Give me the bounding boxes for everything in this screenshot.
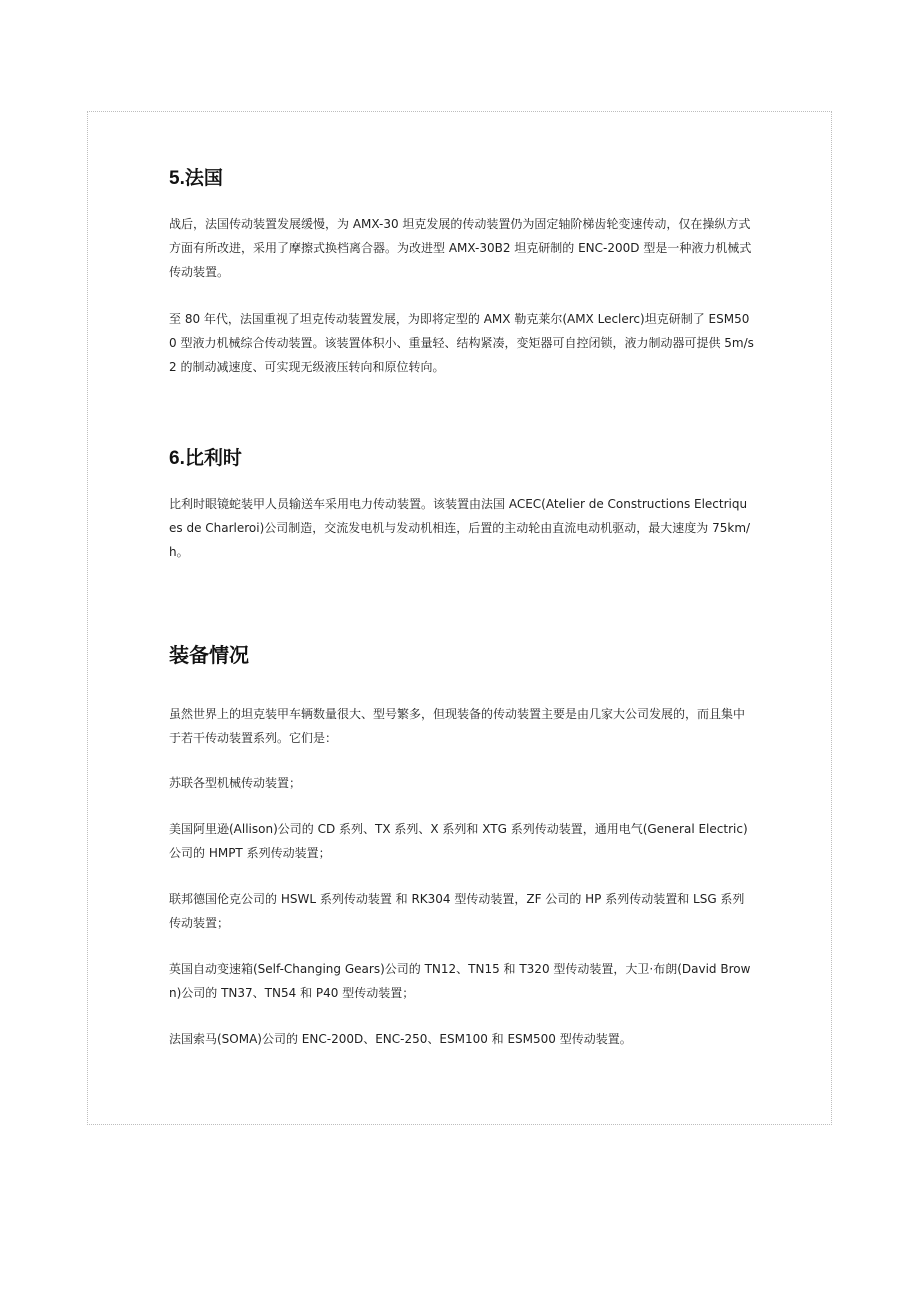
section-number: 5.: [169, 168, 185, 189]
section-title: 装备情况: [169, 643, 249, 667]
section-title: 比利时: [184, 447, 242, 469]
section-heading-france: [169, 166, 223, 191]
paragraph: 联邦德国伦克公司的 HSWL 系列传动装置 和 RK304 型传动装置，ZF 公司的 HP 系列传动装置和 LSG 系列传动装置；: [169, 892, 745, 930]
section-heading-belgium: [169, 446, 242, 471]
paragraph: 苏联各型机械传动装置；: [169, 776, 302, 790]
paragraph: 法国索马(SOMA)公司的 ENC-200D、ENC-250、ESM100 和 ESM500 型传动装置。: [169, 1032, 632, 1046]
paragraph: 美国阿里逊(Allison)公司的 CD 系列、TX 系列、X 系列和 XTG 系列传动装置，通用电气(General Electric)公司的 HMPT 系列传动装置；: [169, 822, 748, 860]
section-heading-equipment: [169, 643, 249, 667]
paragraph: 战后，法国传动装置发展缓慢，为 AMX-30 坦克发展的传动装置仍为固定轴阶梯齿轮变速传动，仅在操纵方式方面有所改进，采用了摩擦式换档离合器。为改进型 AMX-30B2 坦克研制的 ENC-200D 型是一种液力机械式传动装置。: [169, 217, 752, 279]
section-title: 法国: [184, 167, 223, 189]
paragraph: 虽然世界上的坦克装甲车辆数量很大、型号繁多，但现装备的传动装置主要是由几家大公司发展的，而且集中于若干传动装置系列。它们是：: [169, 707, 746, 745]
section-number: 6.: [169, 448, 185, 469]
paragraph: 至 80 年代，法国重视了坦克传动装置发展，为即将定型的 AMX 勒克莱尔(AMX Leclerc)坦克研制了 ESM500 型液力机械综合传动装置。该装置体积小、重量轻、结构紧凑，变矩器可自控闭锁，液力制动器可提供 5m/s2 的制动减速度、可实现无级液压转向和原位转向。: [169, 312, 754, 374]
paragraph: 比利时眼镜蛇装甲人员输送车采用电力传动装置。该装置由法国 ACEC(Atelier de Constructions Electriques de Charleroi)公司制造，交流发电机与发动机相连，后置的主动轮由直流电动机驱动，最大速度为 75km/h。: [169, 497, 751, 559]
paragraph: 英国自动变速箱(Self-Changing Gears)公司的 TN12、TN15 和 T320 型传动装置，大卫·布朗(David Brown)公司的 TN37、TN54 和 P40 型传动装置；: [169, 962, 751, 1000]
